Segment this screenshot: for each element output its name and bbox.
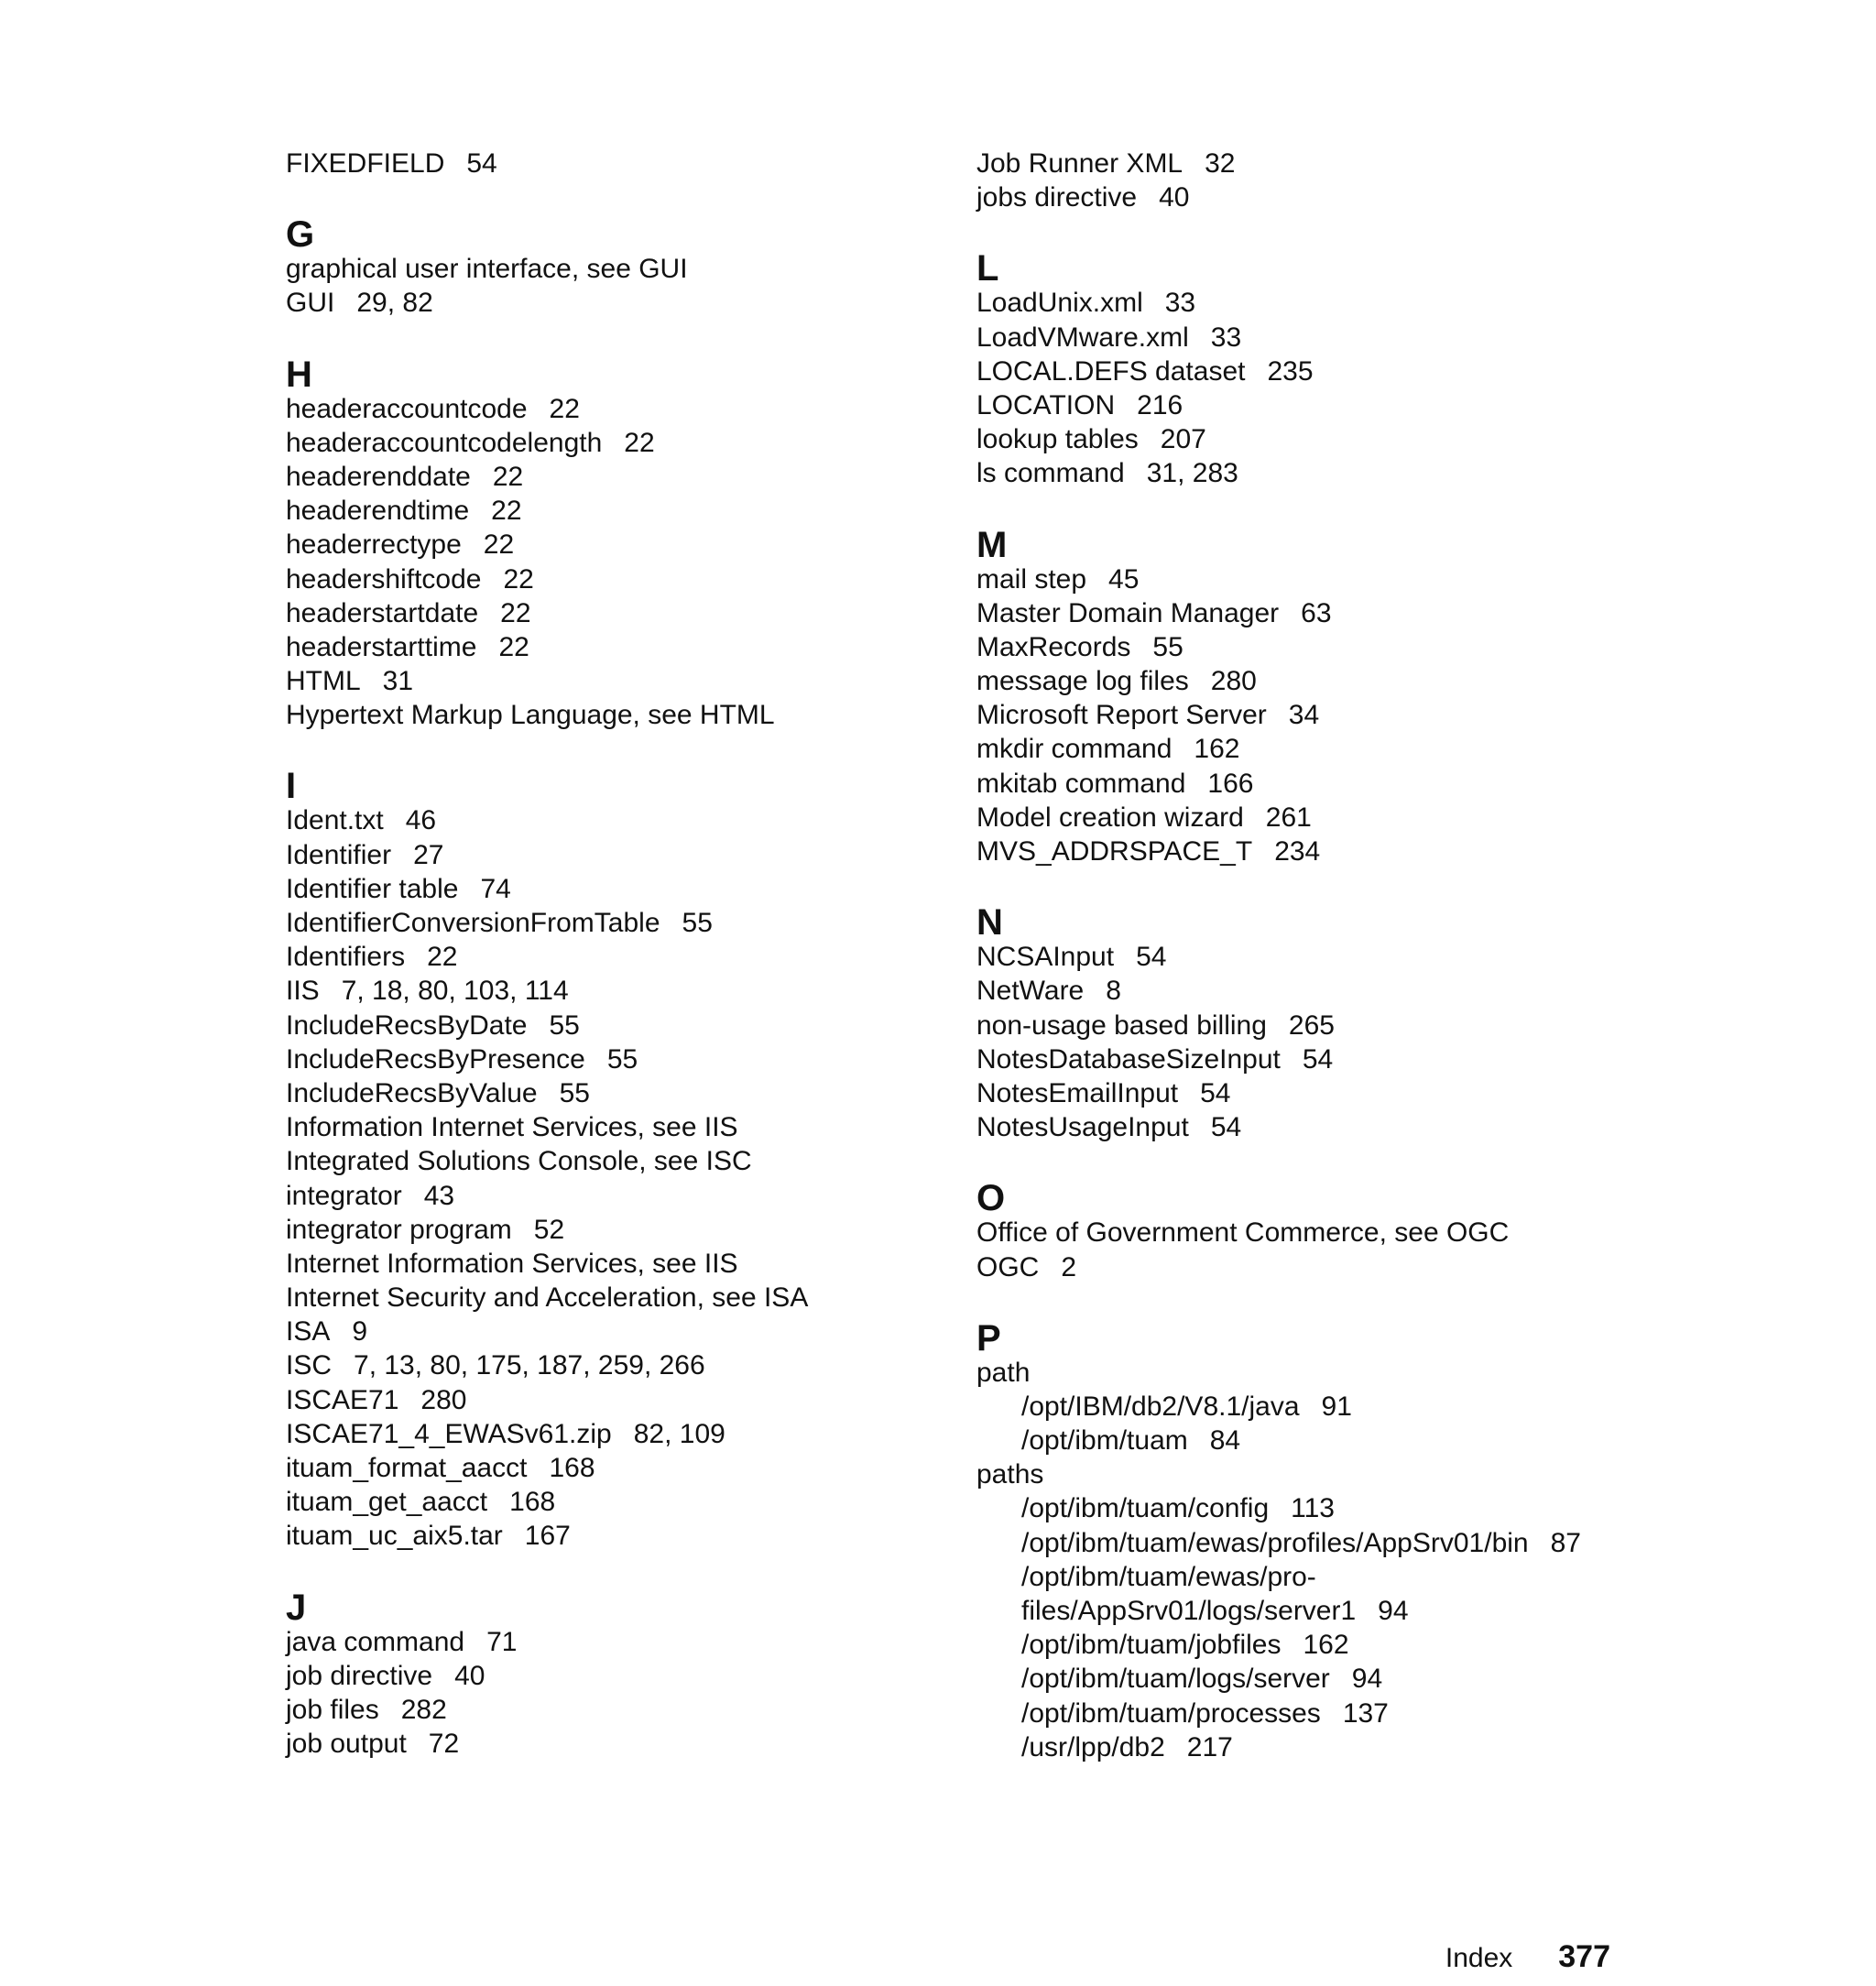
entry-pages: 234 [1274,836,1321,867]
entry-term: headershiftcode [286,563,482,595]
entry-term: LoadUnix.xml [976,288,1143,319]
index-subentry [976,1491,1673,1525]
entry-term: /opt/IBM/db2/V8.1/java [1021,1391,1300,1422]
index-entry [976,940,1673,974]
entry-pages: 91 [1321,1391,1352,1422]
entry-pages: 9 [352,1316,368,1348]
entry-term: graphical user interface, see GUI [286,254,688,285]
entry-pages: 137 [1342,1697,1389,1729]
entry-term: Model creation wizard [976,802,1244,833]
index-subentry [976,1424,1673,1457]
index-entry [286,426,945,460]
index-section [286,214,945,320]
entry-pages: 34 [1288,700,1320,731]
entry-term: LoadVMware.xml [976,322,1189,353]
entry-pages: 87 [1550,1527,1581,1558]
entry-pages: 22 [491,496,522,527]
entry-pages: 7, 18, 80, 103, 114 [341,976,569,1007]
entry-pages: 207 [1160,424,1206,455]
entry-term: job output [286,1729,407,1760]
index-entry [976,1250,1673,1284]
entry-term: job files [286,1694,379,1725]
index-entry [976,1042,1673,1076]
entry-term: mail step [976,563,1087,595]
entry-term: Integrated Solutions Console, see ISC [286,1146,752,1177]
index-entry [976,1356,1673,1390]
index-section [286,147,945,180]
entry-term: headeraccountcodelength [286,427,603,458]
index-entry [976,664,1673,698]
entry-term: LOCAL.DEFS dataset [976,355,1246,387]
page-footer [1430,1902,1610,1977]
section-letter: M [976,524,1008,565]
index-entry [976,974,1673,1008]
index-entry [286,286,945,320]
entry-term: message log files [976,666,1189,697]
section-letter: G [286,214,315,256]
section-letter: P [976,1317,1001,1359]
entry-term: NotesEmailInput [976,1077,1179,1108]
index-entry [286,1247,945,1281]
index-entry [286,872,945,906]
index-entry [286,494,945,528]
entry-pages: 168 [549,1453,595,1483]
entry-term: Office of Government Commerce, see OGC [976,1217,1510,1249]
entry-term: NotesDatabaseSizeInput [976,1043,1281,1075]
index-entry [286,1213,945,1247]
entry-term: FIXEDFIELD [286,148,445,179]
entry-pages: 54 [466,148,497,179]
entry-term: Hypertext Markup Language, see HTML [286,700,775,731]
index-entry [286,940,945,974]
index-entry [976,180,1673,214]
index-entry [976,1457,1673,1491]
index-entry [286,1519,945,1553]
index-section [976,524,1673,869]
index-entry [286,1348,945,1382]
page-number: 377 [1558,1939,1610,1974]
entry-term: NetWare [976,976,1085,1007]
index-entry [976,835,1673,868]
index-section [286,354,945,733]
entry-term: headerenddate [286,461,471,492]
index-entry [286,147,945,180]
entry-pages: 32 [1205,148,1236,179]
entry-pages: 22 [498,631,529,662]
entry-pages: 55 [606,1043,638,1075]
index-entry [286,562,945,596]
entry-pages: 216 [1137,389,1183,420]
entry-pages: 46 [405,805,437,836]
entry-pages: 33 [1164,288,1196,319]
index-entry [286,1485,945,1519]
entry-term: /opt/ibm/tuam [1021,1425,1188,1457]
section-letter: L [976,248,999,289]
entry-pages: 94 [1378,1596,1409,1626]
entry-pages: 22 [492,461,524,492]
entry-term: headeraccountcode [286,393,528,424]
entry-term: path [976,1357,1031,1388]
entry-pages: 55 [559,1077,590,1108]
entry-term: headerstartdate [286,597,479,628]
section-letter: N [976,902,1003,944]
entry-pages: 162 [1303,1630,1349,1661]
entry-term: headerstarttime [286,631,477,662]
entry-term: headerrectype [286,529,462,561]
entry-pages: 74 [480,873,511,904]
index-entry [976,1076,1673,1110]
index-entry [976,388,1673,422]
entry-term: Master Domain Manager [976,597,1280,628]
index-entry [976,801,1673,835]
index-entry [286,630,945,664]
entry-term: IncludeRecsByValue [286,1077,538,1108]
section-letter: J [286,1587,307,1628]
index-entry [286,528,945,562]
entry-term: Ident.txt [286,805,384,836]
entry-pages: 54 [1136,942,1167,973]
entry-term: Internet Information Services, see IIS [286,1248,738,1279]
entry-pages: 31, 283 [1146,458,1238,489]
entry-term: /opt/ibm/tuam/logs/server [1021,1664,1330,1695]
index-entry [286,1625,945,1659]
entry-pages: 7, 13, 80, 175, 187, 259, 266 [354,1350,705,1381]
entry-pages: 235 [1267,355,1314,387]
entry-pages: 55 [682,908,713,938]
index-entry [976,1110,1673,1144]
index-entry [976,767,1673,801]
index-subentry [976,1560,1673,1594]
entry-term: mkdir command [976,734,1172,765]
index-entry [286,1009,945,1042]
entry-pages: 33 [1210,322,1242,353]
entry-pages: 162 [1194,734,1240,765]
index-entry [286,252,945,286]
entry-term: /opt/ibm/tuam/ewas/pro- [1021,1561,1316,1592]
index-subentry [976,1594,1673,1628]
entry-pages: 168 [509,1487,556,1518]
entry-term: Information Internet Services, see IIS [286,1112,738,1143]
entry-pages: 217 [1186,1731,1233,1762]
index-entry [286,1417,945,1451]
index-subentry [976,1730,1673,1764]
index-subentry [976,1697,1673,1730]
section-letter: I [286,766,297,807]
entry-term: IIS [286,976,320,1007]
entry-pages: 22 [500,597,531,628]
entry-term: ituam_get_aacct [286,1487,488,1518]
index-entry [976,456,1673,490]
entry-term: /opt/ibm/tuam/processes [1021,1697,1321,1729]
entry-pages: 280 [420,1384,467,1415]
index-entry [286,392,945,426]
entry-term: ituam_format_aacct [286,1453,528,1483]
index-subentry [976,1526,1673,1560]
index-entry [976,422,1673,456]
index-entry [976,596,1673,630]
index-entry [976,1216,1673,1249]
entry-term: MVS_ADDRSPACE_T [976,836,1253,867]
index-entry [976,732,1673,766]
entry-term: Internet Security and Acceleration, see ISA [286,1282,809,1314]
entry-pages: 22 [549,393,580,424]
entry-term: integrator program [286,1214,512,1245]
index-column-left [286,147,945,1761]
index-entry [286,1042,945,1076]
entry-pages: 72 [428,1729,460,1760]
entry-term: IdentifierConversionFromTable [286,908,660,938]
index-entry [286,1451,945,1485]
index-entry [976,355,1673,388]
index-entry [286,803,945,837]
index-entry [286,1110,945,1144]
entry-pages: 82, 109 [633,1418,725,1449]
entry-pages: 71 [486,1626,518,1657]
entry-pages: 55 [1152,631,1183,662]
entry-pages: 167 [524,1521,571,1552]
index-entry [286,1659,945,1693]
index-entry [286,838,945,872]
index-section [976,1317,1673,1764]
entry-pages: 40 [1159,182,1190,213]
entry-term: /opt/ibm/tuam/jobfiles [1021,1630,1282,1661]
entry-term: ituam_uc_aix5.tar [286,1521,503,1552]
entry-term: integrator [286,1180,402,1211]
index-entry [976,147,1673,180]
entry-term: ISCAE71 [286,1384,399,1415]
entry-term: Identifier [286,839,392,870]
entry-term: Identifiers [286,942,406,973]
index-entry [976,630,1673,664]
section-letter: O [976,1178,1006,1219]
index-entry [286,460,945,494]
entry-pages: 261 [1265,802,1312,833]
index-section [976,147,1673,214]
index-entry [286,1727,945,1761]
entry-pages: 40 [454,1660,485,1691]
index-entry [976,321,1673,355]
entry-pages: 29, 82 [356,288,433,319]
entry-pages: 54 [1302,1043,1334,1075]
index-subentry [976,1628,1673,1662]
entry-pages: 280 [1210,666,1257,697]
index-entry [286,1179,945,1213]
entry-term: /opt/ibm/tuam/ewas/profiles/AppSrv01/bin [1021,1527,1529,1558]
entry-pages: 52 [533,1214,565,1245]
index-section [286,766,945,1553]
entry-term: HTML [286,666,361,697]
index-entry [286,664,945,698]
entry-term: GUI [286,288,335,319]
index-entry [286,1076,945,1110]
entry-pages: 22 [427,942,458,973]
index-entry [286,1315,945,1348]
index-entry [286,974,945,1008]
index-entry [286,1693,945,1727]
entry-term: ISCAE71_4_EWASv61.zip [286,1418,612,1449]
entry-pages: 22 [624,427,655,458]
section-letter: H [286,354,312,395]
entry-pages: 31 [382,666,414,697]
entry-term: OGC [976,1251,1040,1282]
entry-pages: 55 [549,1009,580,1041]
entry-pages: 94 [1351,1664,1383,1695]
entry-pages: 282 [400,1694,447,1725]
entry-pages: 2 [1061,1251,1077,1282]
index-section [976,902,1673,1144]
entry-term: /opt/ibm/tuam/config [1021,1493,1270,1524]
index-entry [976,1009,1673,1042]
entry-term: NCSAInput [976,942,1115,973]
entry-term: Job Runner XML [976,148,1183,179]
index-entry [286,906,945,940]
index-entry [286,1281,945,1315]
index-entry [976,286,1673,320]
entry-term: java command [286,1626,465,1657]
entry-pages: 22 [503,563,534,595]
entry-pages: 22 [483,529,515,561]
entry-pages: 54 [1200,1077,1231,1108]
entry-pages: 45 [1108,563,1140,595]
entry-term: NotesUsageInput [976,1112,1189,1143]
entry-pages: 265 [1288,1009,1335,1041]
entry-term: IncludeRecsByDate [286,1009,528,1041]
index-entry [286,1144,945,1178]
entry-term: LOCATION [976,389,1116,420]
entry-term: Identifier table [286,873,459,904]
entry-pages: 8 [1106,976,1121,1007]
index-entry [286,698,945,732]
index-section [976,248,1673,490]
entry-pages: 43 [423,1180,455,1211]
entry-term: job directive [286,1660,433,1691]
entry-term: paths [976,1459,1044,1490]
index-entry [286,1383,945,1417]
entry-term: IncludeRecsByPresence [286,1043,585,1075]
entry-term: jobs directive [976,182,1138,213]
entry-term: MaxRecords [976,631,1131,662]
index-section [976,1178,1673,1283]
index-subentry [976,1390,1673,1424]
index-column-right [976,147,1673,1764]
index-entry [976,562,1673,596]
entry-term: ISC [286,1350,333,1381]
entry-pages: 54 [1210,1112,1242,1143]
entry-term: ls command [976,458,1125,489]
entry-term: /usr/lpp/db2 [1021,1731,1165,1762]
entry-pages: 27 [413,839,444,870]
index-subentry [976,1662,1673,1696]
entry-term: files/AppSrv01/logs/server1 [1021,1596,1357,1626]
index-entry [286,596,945,630]
entry-term: lookup tables [976,424,1139,455]
entry-term: Microsoft Report Server [976,700,1267,731]
entry-pages: 113 [1291,1493,1335,1524]
entry-pages: 84 [1209,1425,1241,1457]
entry-term: headerendtime [286,496,470,527]
entry-pages: 166 [1207,768,1254,799]
index-section [286,1587,945,1762]
entry-term: ISA [286,1316,331,1348]
entry-term: mkitab command [976,768,1186,799]
entry-pages: 63 [1301,597,1332,628]
footer-label: Index [1445,1943,1513,1973]
entry-term: non-usage based billing [976,1009,1267,1041]
index-entry [976,698,1673,732]
